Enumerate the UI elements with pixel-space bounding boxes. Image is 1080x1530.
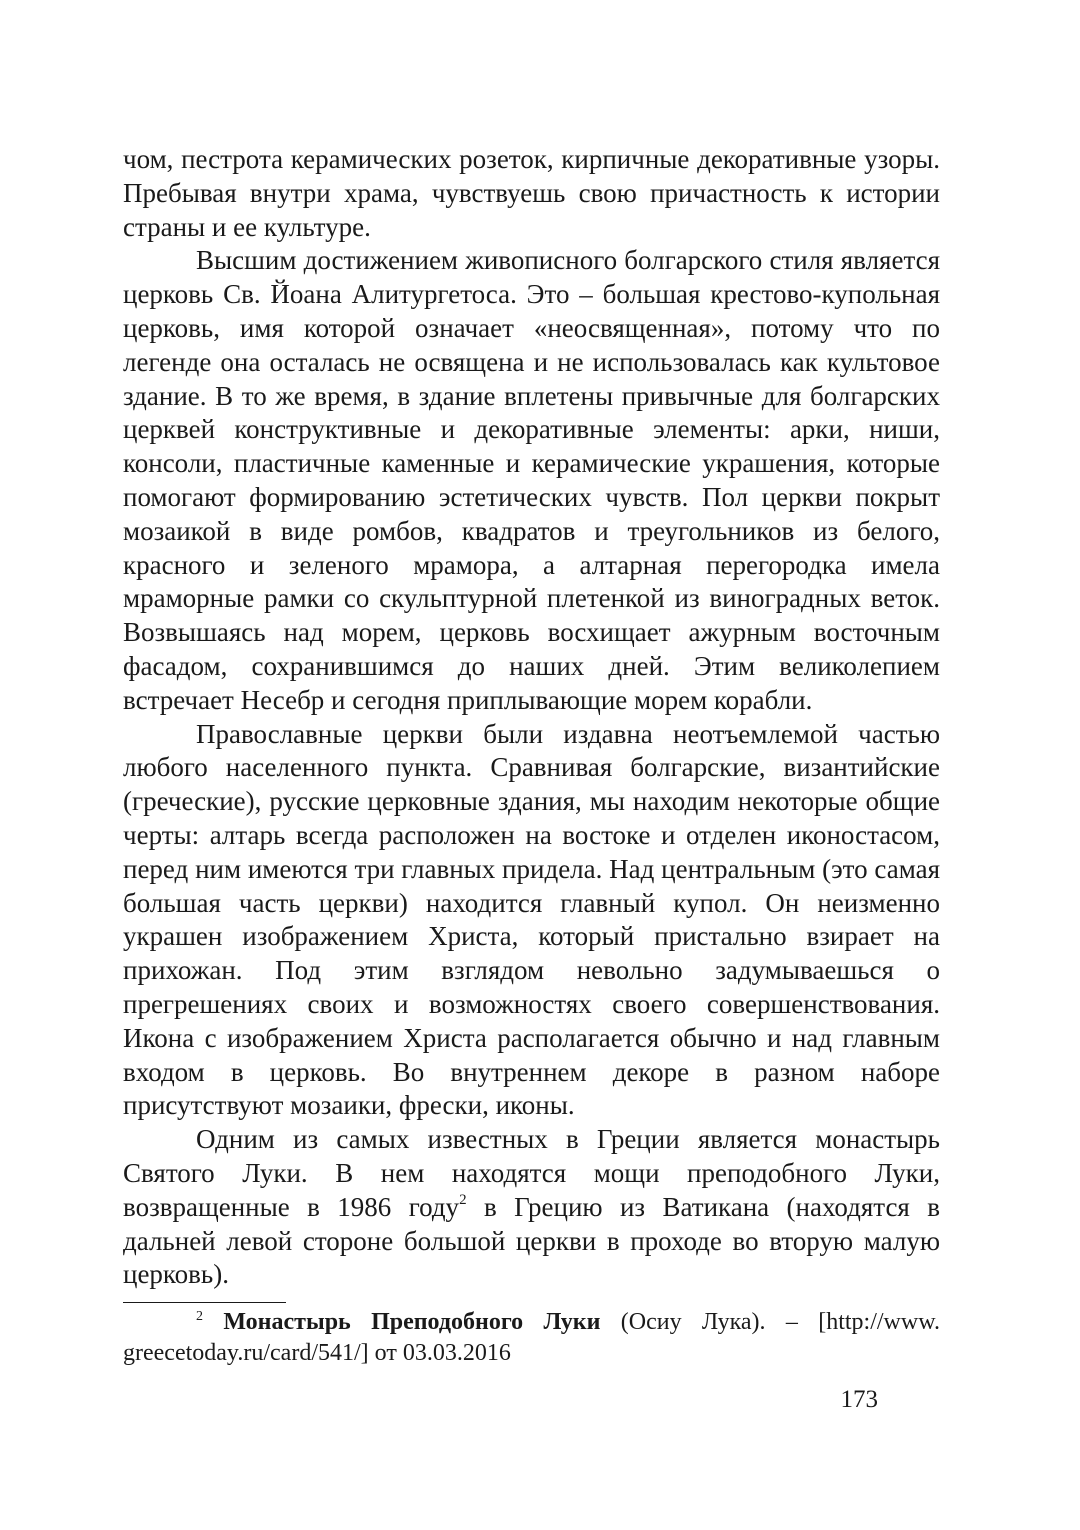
paragraph-orthodox-churches xyxy=(123,718,940,1124)
footnote-separator xyxy=(123,1302,286,1303)
paragraph-text: Православные церкви были издавна неотъемлемой частью любого населенного пункта. Сравнивая болгарские, византийские (греческие), русские церковные здания, мы находим некоторые общие черты: алтарь всегда расположен на востоке и отделен иконостасом, перед ним имеются три главных придела. Над центральным (это самая большая часть церкви) находится главный купол. Он неизменно украшен изображением Христа, который пристально взирает на прихожан. Под этим взглядом невольно задумываешься о прегрешениях своих и возможностях своего совершенствования. Икона с изображением Христа располагается обычно и над главным входом в церковь. Во внутреннем декоре в разном наборе присутствуют мозаики, фрески, иконы. xyxy=(123,718,940,1121)
page-number: 173 xyxy=(840,1386,878,1413)
paragraph-text: чом, пестрота керамических розеток, кирпичные декоративные узоры. Пребывая внутри храма, чувствуешь свою причастность к истории страны и ее культуре. xyxy=(123,144,940,242)
footnote-number: 2 xyxy=(196,1309,203,1325)
footnote xyxy=(123,1307,940,1368)
paragraph-st-luke-monastery xyxy=(123,1123,940,1292)
page-body xyxy=(123,143,940,1368)
footnote-text: (Осиу Лука). – [http://www. greecetoday.ru/card/541/] от 03.03.2016 xyxy=(123,1309,940,1366)
paragraph-text: Высшим достижением живописного болгарского стиля является церковь Св. Йоана Алитургетоса. Это – большая крестово-купольная церковь, имя которой означает «неосвященная», потому что по легенде она осталась не освящена и не использовалась как культовое здание. В то же время, в здание вплетены привычные для болгарских церквей конструктивные и декоративные элементы: арки, ниши, консоли, пластичные каменные и керамические украшения, которые помогают формированию эстетических чувств. Пол церкви покрыт мозаикой в виде ромбов, квадратов и треугольников из белого, красного и зеленого мрамора, а алтарная перегородка имела мраморные рамки со скульптурной плетенкой из виноградных веток. Возвышаясь над морем, церковь восхищает ажурным восточным фасадом, сохранившимся до наших дней. Этим великолепием встречает Несебр и сегодня приплывающие морем корабли. xyxy=(123,245,940,715)
paragraph-text-after-ref: в Грецию из Ватикана (находятся в дальней левой стороне большой церкви в проходе во вторую малую церковь). xyxy=(123,1191,940,1290)
paragraph-text-before-ref: Одним из самых известных в Греции является монастырь Святого Луки. В нем находятся мощи преподобного Луки, возвращенные в 1986 году xyxy=(123,1124,940,1222)
footnote-reference[interactable]: 2 xyxy=(459,1191,467,1208)
paragraph-continuation xyxy=(123,143,940,244)
paragraph-ioan-aliturgetos xyxy=(123,244,940,717)
footnote-title: Монастырь Преподобного Луки xyxy=(223,1309,601,1336)
